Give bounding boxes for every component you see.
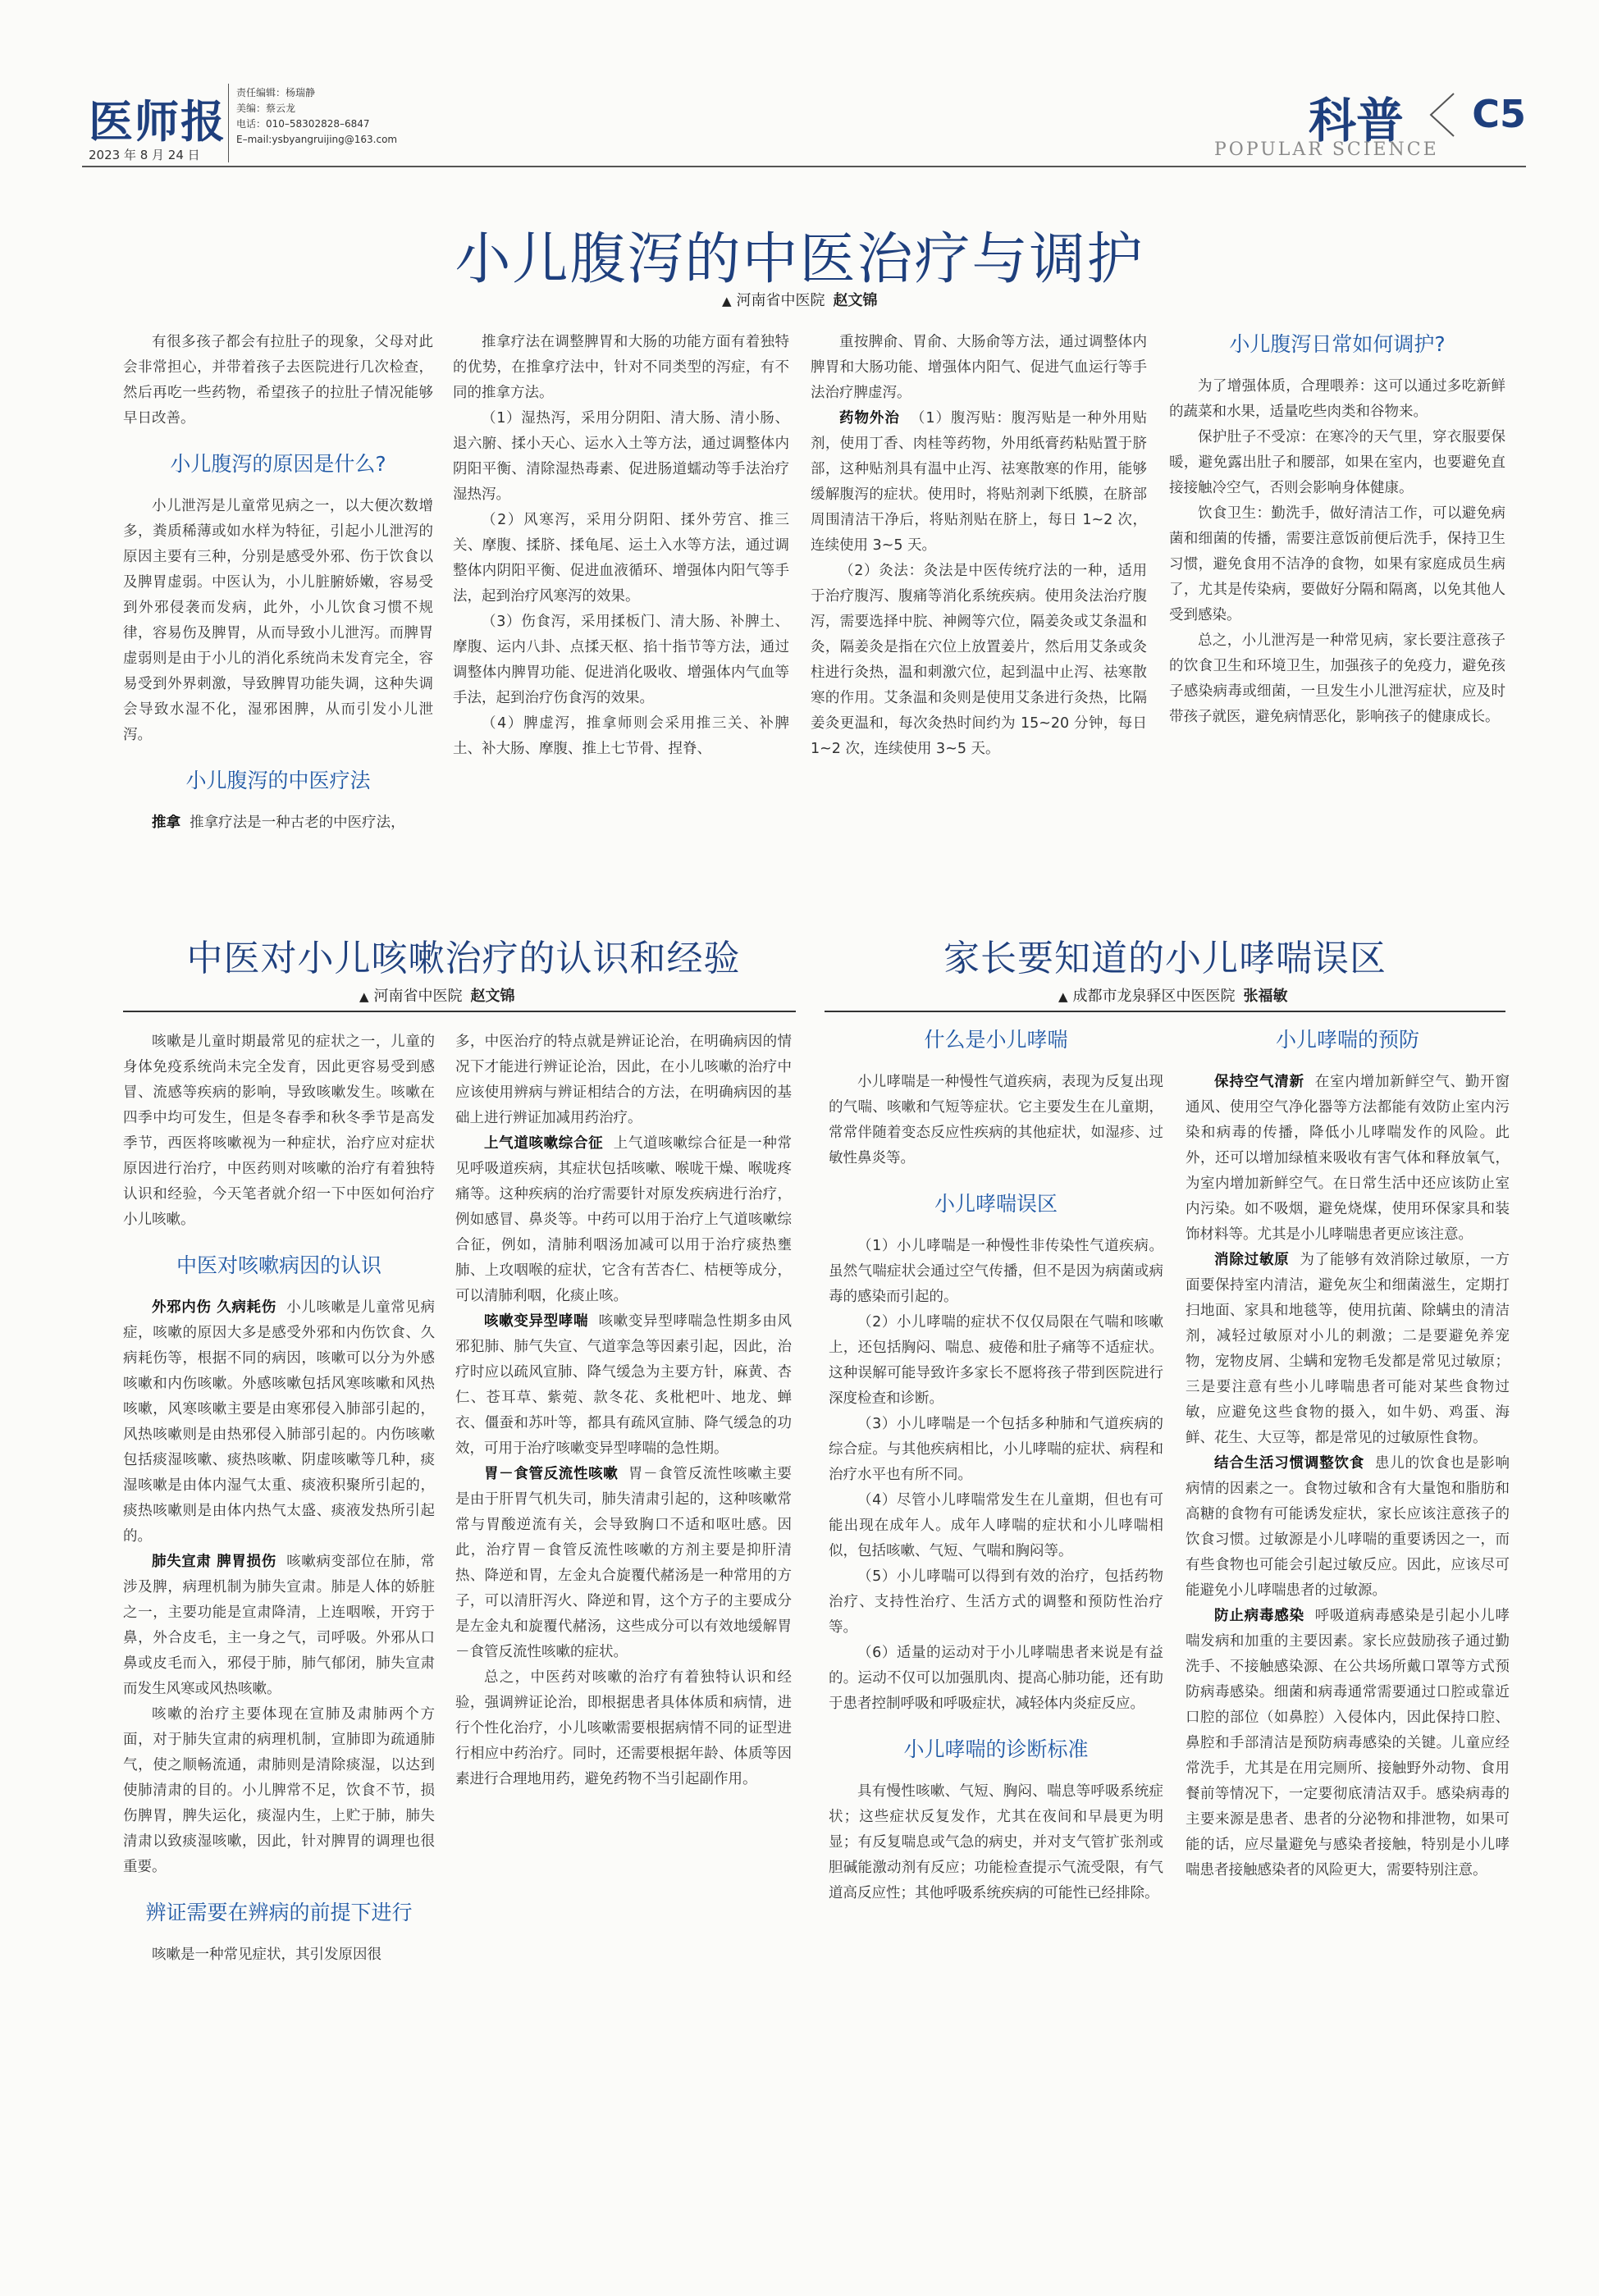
subheading: 小儿腹泻日常如何调护?	[1229, 332, 1446, 356]
lead-term: 防止病毒感染	[1214, 1608, 1304, 1624]
paragraph-text: （1）腹泻贴：腹泻贴是一种外用贴剂，使用丁香、肉桂等药物，外用纸膏药粘贴置于脐部，这种贴剂具有温中止泻、祛寒散寒的作用，能够缓解腹泻的症状。使用时，将贴剂剥下纸膜，在脐部周围清洁干净后，将贴剂贴在脐上，每日 1~2 次，连续使用 3~5 天。	[811, 410, 1147, 554]
article2-byline	[359, 984, 515, 1006]
article3-column-2	[1186, 1025, 1510, 2202]
paragraph: （1）湿热泻，采用分阴阳、清大肠、清小肠、退六腑、揉小天心、运水入土等方法，通过调整体内阴阳平衡、清除湿热毒素、促进肠道蠕动等手法治疗湿热泻。	[453, 410, 789, 503]
triangle-icon: ▲	[359, 989, 369, 1004]
paragraph-text: 咳嗽变异型哮喘急性期多由风邪犯肺、肺气失宣、气道挛急等因素引起，因此，治疗时应以疏风宣肺、降气缓急为主要方针，麻黄、杏仁、苍耳草、紫菀、款冬花、炙枇杷叶、地龙、蝉衣、僵蚕和苏叶等，都具有疏风宣肺、降气缓急的功效，可用于治疗咳嗽变异型哮喘的急性期。	[455, 1313, 792, 1457]
paragraph: （4）尽管小儿哮喘常发生在儿童期，但也有可能出现在成年人。成年人哮喘的症状和小儿哮喘相似，包括咳嗽、气短、气喘和胸闷等。	[829, 1492, 1163, 1559]
triangle-icon: ▲	[722, 294, 732, 308]
paragraph-text: 呼吸道病毒感染是引起小儿哮喘发病和加重的主要因素。家长应鼓励孩子通过勤洗手、不接触感染源、在公共场所戴口罩等方式预防病毒感染。细菌和病毒通常需要通过口腔或靠近口腔的部位（如鼻腔）入侵体内，因此保持口腔、鼻腔和手部清洁是预防病毒感染的关键。儿童应经常洗手，尤其是在用完厕所、接触野外动物、食用餐前等情况下，一定要彻底清洁双手。感染病毒的主要来源是患者、患者的分泌物和排泄物，如果可能的话，应尽量避免与感染者接触，特别是小儿哮喘患者接触感染者的风险更大，需要特别注意。	[1186, 1608, 1510, 1878]
article1-column-3	[811, 330, 1147, 888]
paragraph	[1186, 1604, 1510, 1883]
paragraph: 重按脾俞、胃俞、大肠俞等方法，通过调整体内脾胃和大肠功能、增强体内阳气、促进气血运行等手法治疗脾虚泻。	[811, 334, 1147, 401]
paragraph	[1186, 1451, 1510, 1604]
page-number: C5	[1472, 92, 1526, 136]
paragraph: 保护肚子不受凉：在寒冷的天气里，穿衣服要保暖，避免露出肚子和腰部，如果在室内，也要避免直接接触冷空气，否则会影响身体健康。	[1169, 429, 1505, 496]
editor-info	[236, 85, 397, 148]
lead-term: 结合生活习惯调整饮食	[1214, 1455, 1365, 1472]
designer-name: 美编：蔡云龙	[236, 103, 296, 114]
section-marker	[1181, 82, 1526, 164]
section-subtitle: POPULAR SCIENCE	[1214, 139, 1439, 160]
paragraph: 咳嗽的治疗主要体现在宣肺及肃肺两个方面，对于肺失宣肃的病理机制，宣肺即为疏通肺气，使之顺畅流通，肃肺则是清除痰湿，以达到使肺清肃的目的。小儿脾常不足，饮食不节，损伤脾胃，脾失运化，痰湿内生，上贮于肺，肺失清肃以致痰湿咳嗽，因此，针对脾胃的调理也很重要。	[123, 1706, 435, 1875]
paragraph: 为了增强体质，合理喂养：这可以通过多吃新鲜的蔬菜和水果，适量吃些肉类和谷物来。	[1169, 378, 1505, 420]
lead-term: 外邪内伤 久病耗伤	[152, 1299, 276, 1316]
paragraph: （6）适量的运动对于小儿哮喘患者来说是有益的。运动不仅可以加强肌肉、提高心肺功能，还有助于患者控制呼吸和呼吸症状，减轻体内炎症反应。	[829, 1645, 1163, 1712]
lead-term: 胃－食管反流性咳嗽	[484, 1466, 619, 1482]
article3-column-1	[829, 1025, 1163, 2202]
lead-term: 保持空气清新	[1214, 1074, 1304, 1090]
paragraph-text: 患儿的饮食也是影响病情的因素之一。食物过敏和含有大量饱和脂肪和高糖的食物有可能诱发症状，家长应该注意孩子的饮食习惯。过敏源是小儿哮喘的重要诱因之一，而有些食物也可能会引起过敏反应。因此，应该尽可能避免小儿哮喘患者的过敏源。	[1186, 1455, 1510, 1599]
masthead-rule	[82, 166, 1526, 167]
article3-title: 家长要知道的小儿哮喘误区	[943, 938, 1387, 979]
lead-term: 上气道咳嗽综合征	[484, 1135, 604, 1152]
masthead-divider	[228, 84, 229, 162]
paragraph: （5）小儿哮喘可以得到有效的治疗，包括药物治疗、支持性治疗、生活方式的调整和预防性治疗等。	[829, 1568, 1163, 1636]
paragraph: 咳嗽是一种常见症状，其引发原因很	[152, 1947, 381, 1963]
lead-term: 药物外治	[839, 410, 900, 427]
article1-column-2	[453, 330, 789, 888]
paragraph	[123, 1550, 435, 1702]
paragraph	[455, 1462, 792, 1665]
paragraph: 有很多孩子都会有拉肚子的现象，父母对此会非常担心，并带着孩子去医院进行几次检查，然后再吃一些药物，希望孩子的拉肚子情况能够早日改善。	[123, 334, 433, 427]
subheading: 辨证需要在辨病的前提下进行	[145, 1901, 413, 1924]
lead-term: 咳嗽变异型哮喘	[484, 1313, 589, 1330]
article2-column-1	[123, 1029, 435, 2202]
article1-column-4	[1169, 330, 1505, 888]
subheading: 小儿哮喘误区	[934, 1192, 1058, 1216]
paragraph-text: 咳嗽病变部位在肺，常涉及脾，病理机制为肺失宣肃。肺是人体的娇脏之一，主要功能是宣肃降清，上连咽喉，开窍于鼻，外合皮毛，主一身之气，司呼吸。外邪从口鼻或皮毛而入，邪侵于肺，肺气郁闭，肺失宣肃而发生风寒或风热咳嗽。	[123, 1554, 435, 1697]
byline-author: 赵文锦	[470, 988, 515, 1005]
contact-phone: 电话：010–58302828–6847	[236, 118, 370, 130]
paragraph-text: 为了能够有效消除过敏原，一方面要保持室内清洁，避免灰尘和细菌滋生，定期打扫地面、家具和地毯等，使用抗菌、除螨虫的清洁剂，减轻过敏原对小儿的刺激；二是要避免养宠物，宠物皮屑、尘螨和宠物毛发都是常见过敏原；三是要注意有些小儿哮喘患者可能对某些食物过敏，应避免这些食物的摄入，如牛奶、鸡蛋、海鲜、花生、大豆等，都是常见的过敏原性食物。	[1186, 1252, 1510, 1446]
paragraph: 总之，中医药对咳嗽的治疗有着独特认识和经验，强调辨证论治，即根据患者具体体质和病情，进行个性化治疗，小儿咳嗽需要根据病情不同的证型进行相应中药治疗。同时，还需要根据年龄、体质等因素进行合理地用药，避免药物不当引起副作用。	[455, 1669, 792, 1787]
subheading: 小儿腹泻的原因是什么?	[170, 452, 386, 476]
paragraph: （2）风寒泻，采用分阴阳、揉外劳宫、推三关、摩腹、揉脐、揉龟尾、运土入水等方法，通过调整体内阴阳平衡、促进血液循环、增强体内阳气等手法，起到治疗风寒泻的效果。	[453, 512, 789, 605]
contact-email: E–mail:ysbyangruijing@163.com	[236, 134, 398, 145]
paragraph	[455, 1131, 792, 1309]
byline-org: 河南省中医院	[373, 988, 463, 1005]
paragraph	[811, 406, 1147, 559]
paragraph-text: 小儿咳嗽是儿童常见病症，咳嗽的原因大多是感受外邪和内伤饮食、久病耗伤等，根据不同的病因，咳嗽可以分为外感咳嗽和内伤咳嗽。外感咳嗽包括风寒咳嗽和风热咳嗽，风寒咳嗽主要是由寒邪侵入肺部引起的，风热咳嗽则是由热邪侵入肺部引起的。内伤咳嗽包括痰湿咳嗽、痰热咳嗽、阴虚咳嗽等几种，痰湿咳嗽是由体内湿气太重、痰液积聚所引起的，痰热咳嗽则是由体内热气太盛、痰液发热所引起的。	[123, 1299, 435, 1545]
byline-org: 成都市龙泉驿区中医医院	[1072, 988, 1236, 1005]
byline-org: 河南省中医院	[736, 292, 825, 309]
paragraph: （2）灸法：灸法是中医传统疗法的一种，适用于治疗腹泻、腹痛等消化系统疾病。使用灸法治疗腹泻，需要选择中脘、神阙等穴位，隔姜灸或艾条温和灸，隔姜灸是指在穴位上放置姜片，然后用艾条或灸柱进行灸热，温和刺激穴位，起到温中止泻、祛寒散寒的作用。艾条温和灸则是使用艾条进行灸热，比隔姜灸更温和，每次灸热时间约为 15~20 分钟，每日 1~2 次，连续使用 3~5 天。	[811, 563, 1147, 757]
paragraph: 具有慢性咳嗽、气短、胸闷、喘息等呼吸系统症状；这些症状反复发作，尤其在夜间和早晨更为明显；有反复喘息或气急的病史，并对支气管扩张剂或胆碱能激动剂有反应；功能检查提示气流受限，有气道高反应性；其他呼吸系统疾病的可能性已经排除。	[829, 1783, 1163, 1901]
byline-author: 张福敏	[1243, 988, 1288, 1005]
newspaper-logo: 医师报	[89, 95, 226, 148]
triangle-icon: ▲	[1058, 989, 1068, 1004]
subheading: 小儿哮喘的预防	[1275, 1028, 1419, 1052]
subheading: 中医对咳嗽病因的认识	[176, 1253, 381, 1277]
paragraph	[1186, 1248, 1510, 1451]
paragraph: （3）伤食泻，采用揉板门、清大肠、补脾土、摩腹、运内八卦、点揉天枢、掐十指节等方法，通过调整体内脾胃功能、促进消化吸收、增强体内气血等手法，起到治疗伤食泻的效果。	[453, 614, 789, 706]
article3-rule	[825, 1011, 1505, 1012]
paragraph: （1）小儿哮喘是一种慢性非传染性气道疾病。虽然气喘症状会通过空气传播，但不是因为病菌或病毒的感染而引起的。	[829, 1238, 1163, 1305]
paragraph: 小儿哮喘是一种慢性气道疾病，表现为反复出现的气喘、咳嗽和气短等症状。它主要发生在儿童期，常常伴随着变态反应性疾病的其他症状，如湿疹、过敏性鼻炎等。	[829, 1074, 1163, 1166]
paragraph: 总之，小儿泄泻是一种常见病，家长要注意孩子的饮食卫生和环境卫生，加强孩子的免疫力，避免孩子感染病毒或细菌，一旦发生小儿泄泻症状，应及时带孩子就医，避免病情恶化，影响孩子的健康成长。	[1169, 632, 1505, 725]
paragraph: 小儿泄泻是儿童常见病之一，以大便次数增多，粪质稀薄或如水样为特征，引起小儿泄泻的原因主要有三种，分别是感受外邪、伤于饮食以及脾胃虚弱。中医认为，小儿脏腑娇嫩，容易受到外邪侵袭而发病，此外，小儿饮食习惯不规律，容易伤及脾胃，从而导致小儿泄泻。而脾胃虚弱则是由于小儿的消化系统尚未发育完全，容易受到外界刺激，导致脾胃功能失调，这种失调会导致水湿不化，湿邪困脾，从而引发小儿泄泻。	[123, 498, 433, 743]
article2-title: 中医对小儿咳嗽治疗的认识和经验	[186, 938, 741, 979]
lead-term: 推拿	[152, 815, 180, 831]
paragraph: 推拿疗法在调整脾胃和大肠的功能方面有着独特的优势，在推拿疗法中，针对不同类型的泻症，有不同的推拿方法。	[453, 334, 789, 401]
paragraph-text: 胃－食管反流性咳嗽主要是由于肝胃气机失司，肺失清肃引起的，这种咳嗽常常与胃酸逆流有关，会导致胸口不适和呕吐感。因此，治疗胃－食管反流性咳嗽的方剂主要是抑肝清热、降逆和胃，左金丸合旋覆代赭汤是一种常用的方子，可以清肝泻火、降逆和胃，这个方子的主要成分是左金丸和旋覆代赭汤，这些成分可以有效地缓解胃－食管反流性咳嗽的症状。	[455, 1466, 792, 1660]
paragraph	[1186, 1070, 1510, 1248]
paragraph	[123, 1295, 435, 1550]
article1-title: 小儿腹泻的中医治疗与调护	[455, 227, 1144, 292]
paragraph: （2）小儿哮喘的症状不仅仅局限在气喘和咳嗽上，还包括胸闷、喘息、疲倦和肚子痛等不适症状。这种误解可能导致许多家长不愿将孩子带到医院进行深度检查和诊断。	[829, 1314, 1163, 1407]
chevron-left-icon	[1426, 90, 1459, 139]
paragraph: 多，中医治疗的特点就是辨证论治，在明确病因的情况下才能进行辨证论治，因此，在小儿咳嗽的治疗中应该使用辨病与辨证相结合的方法，在明确病因的基础上进行辨证加减用药治疗。	[455, 1034, 792, 1126]
publication-date: 2023 年 8 月 24 日	[89, 148, 200, 162]
paragraph-text: 在室内增加新鲜空气、勤开窗通风、使用空气净化器等方法都能有效防止室内污染和病毒的传播，降低小儿哮喘发作的风险。此外，还可以增加绿植来吸收有害气体和释放氧气，为室内增加新鲜空气。在日常生活中还应该防止室内污染。如不吸烟，避免烧煤，使用环保家具和装饰材料等。尤其是小儿哮喘患者更应该注意。	[1186, 1074, 1510, 1243]
lead-term: 肺失宣肃 脾胃损伤	[152, 1554, 276, 1570]
article2-column-2	[455, 1029, 792, 2202]
lead-term: 消除过敏原	[1214, 1252, 1290, 1268]
article1-byline	[722, 289, 878, 310]
subheading: 什么是小儿哮喘	[924, 1028, 1068, 1052]
subheading: 小儿腹泻的中医疗法	[185, 769, 371, 792]
article1-column-1	[123, 330, 433, 888]
paragraph	[455, 1309, 792, 1462]
section-title: 科普	[1309, 93, 1405, 148]
paragraph: （3）小儿哮喘是一个包括多种肺和气道疾病的综合症。与其他疾病相比，小儿哮喘的症状、病程和治疗水平也有所不同。	[829, 1416, 1163, 1483]
paragraph: （4）脾虚泻，推拿师则会采用推三关、补脾土、补大肠、摩腹、推上七节骨、捏脊、	[453, 715, 789, 757]
editor-name: 责任编辑：杨瑞静	[236, 87, 316, 98]
article3-byline	[1058, 984, 1288, 1006]
paragraph-text: 推拿疗法是一种古老的中医疗法，	[190, 815, 405, 831]
subheading: 小儿哮喘的诊断标准	[903, 1737, 1089, 1761]
article2-rule	[123, 1011, 796, 1012]
paragraph-text: 上气道咳嗽综合征是一种常见呼吸道疾病，其症状包括咳嗽、喉咙干燥、喉咙疼痛等。这种疾病的治疗需要针对原发疾病进行治疗，例如感冒、鼻炎等。中药可以用于治疗上气道咳嗽综合征，例如，清肺利咽汤加减可以用于治疗痰热壅肺、上攻咽喉的症状，它含有苦杏仁、桔梗等成分，可以清肺利咽，化痰止咳。	[455, 1135, 792, 1304]
paragraph: 饮食卫生：勤洗手，做好清洁工作，可以避免病菌和细菌的传播，需要注意饭前便后洗手，保持卫生习惯，避免食用不洁净的食物，如果有家庭成员生病了，尤其是传染病，要做好分隔和隔离，以免其他人受到感染。	[1169, 505, 1505, 623]
paragraph: 咳嗽是儿童时期最常见的症状之一，儿童的身体免疫系统尚未完全发育，因此更容易受到感冒、流感等疾病的影响，导致咳嗽发生。咳嗽在四季中均可发生，但是冬春季和秋冬季节是高发季节，西医将咳嗽视为一种症状，治疗应对症状原因进行治疗，中医药则对咳嗽的治疗有着独特认识和经验，今天笔者就介绍一下中医如何治疗小儿咳嗽。	[123, 1034, 435, 1228]
paragraph	[123, 810, 433, 836]
masthead	[82, 82, 1526, 164]
byline-author: 赵文锦	[833, 292, 878, 309]
